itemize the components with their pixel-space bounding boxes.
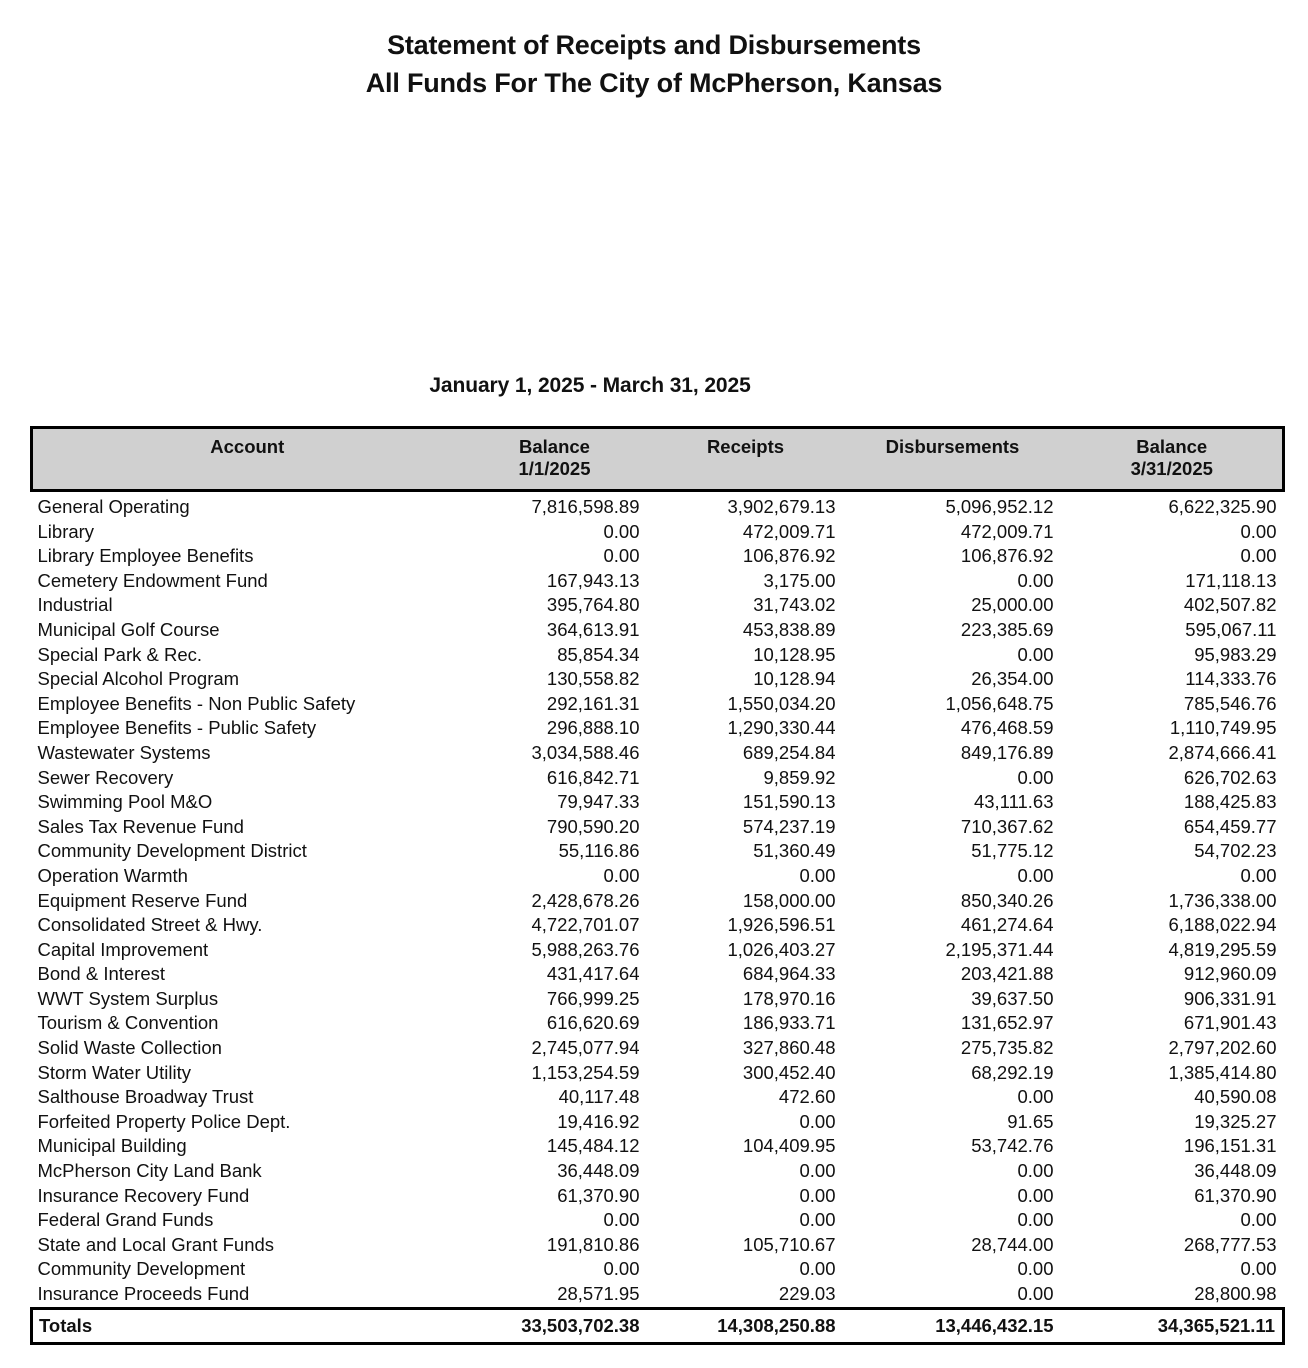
row-balance-end: 1,736,338.00	[1168, 889, 1277, 911]
row-account: Sales Tax Revenue Fund	[37, 815, 244, 837]
table-row	[32, 1134, 1284, 1159]
column-header-disbursements-label: Disbursements	[885, 436, 1020, 457]
row-account: Special Alcohol Program	[37, 668, 240, 690]
row-disbursements: 43,111.63	[973, 791, 1054, 813]
column-header-balance-begin	[462, 428, 648, 491]
row-balance-begin: 292,161.31	[546, 692, 640, 714]
row-disbursements: 461,274.64	[960, 914, 1054, 936]
row-account: Cemetery Endowment Fund	[37, 569, 268, 591]
row-balance-end: 626,702.63	[1183, 766, 1277, 788]
row-balance-end: 1,385,414.80	[1168, 1061, 1277, 1083]
totals-label: Totals	[32, 1308, 462, 1343]
table-row	[32, 790, 1284, 815]
row-balance-end: 1,110,749.95	[1169, 717, 1277, 739]
table-row	[32, 569, 1284, 594]
row-balance-end: 268,777.53	[1183, 1233, 1277, 1255]
row-account: Insurance Recovery Fund	[37, 1184, 250, 1206]
row-balance-begin: 616,620.69	[546, 1012, 640, 1034]
table-row	[32, 1036, 1284, 1061]
row-receipts: 31,743.02	[753, 594, 836, 616]
row-account: Employee Benefits - Non Public Safety	[37, 692, 356, 714]
row-disbursements: 203,421.88	[960, 963, 1054, 985]
row-disbursements: 0.00	[1017, 1160, 1054, 1182]
row-disbursements: 131,652.97	[960, 1012, 1054, 1034]
row-account: Consolidated Street & Hwy.	[37, 914, 263, 936]
row-account: Operation Warmth	[37, 864, 188, 886]
row-balance-begin: 130,558.82	[546, 668, 640, 690]
table-row	[32, 491, 1284, 520]
totals-receipts: 14,308,250.88	[648, 1308, 844, 1343]
table-row	[32, 520, 1284, 545]
row-balance-end: 912,960.09	[1183, 963, 1277, 985]
row-balance-begin: 2,428,678.26	[531, 889, 640, 911]
row-receipts: 472.60	[778, 1086, 836, 1108]
row-account: Salthouse Broadway Trust	[37, 1086, 254, 1108]
table-row	[32, 692, 1284, 717]
row-account: Municipal Building	[37, 1135, 187, 1157]
row-receipts: 229.03	[778, 1283, 836, 1304]
row-balance-end: 654,459.77	[1183, 815, 1277, 837]
row-account: Industrial	[37, 594, 113, 616]
column-header-balance-begin-date: 1/1/2025	[518, 458, 591, 479]
row-receipts: 0.00	[799, 1209, 836, 1231]
row-balance-end: 196,151.31	[1183, 1135, 1277, 1157]
table-row	[32, 889, 1284, 914]
row-balance-end: 4,819,295.59	[1168, 938, 1277, 960]
table-row	[32, 766, 1284, 791]
row-disbursements: 1,056,648.75	[945, 692, 1054, 714]
row-account: Bond & Interest	[37, 963, 166, 985]
table-row	[32, 741, 1284, 766]
table-row	[32, 864, 1284, 889]
row-balance-begin: 0.00	[603, 1209, 640, 1231]
table-body	[32, 491, 1284, 1309]
row-balance-end: 0.00	[1240, 520, 1277, 542]
row-balance-end: 61,370.90	[1194, 1184, 1277, 1206]
row-balance-begin: 0.00	[603, 1258, 640, 1280]
row-balance-end: 0.00	[1240, 864, 1277, 886]
row-account: WWT System Surplus	[37, 987, 219, 1009]
row-balance-end: 0.00	[1240, 545, 1277, 567]
row-account: Community Development	[37, 1258, 246, 1280]
row-account: Sewer Recovery	[37, 766, 174, 788]
row-balance-begin: 0.00	[603, 520, 640, 542]
row-balance-begin: 0.00	[603, 545, 640, 567]
row-receipts: 1,926,596.51	[727, 914, 836, 936]
row-receipts: 104,409.95	[742, 1135, 836, 1157]
row-balance-begin: 167,943.13	[546, 569, 640, 591]
row-balance-end: 171,118.13	[1185, 569, 1277, 591]
row-account: Swimming Pool M&O	[37, 791, 213, 813]
row-disbursements: 0.00	[1017, 1283, 1054, 1304]
row-balance-end: 0.00	[1240, 1209, 1277, 1231]
row-account: Storm Water Utility	[37, 1061, 191, 1083]
row-disbursements: 0.00	[1017, 1209, 1054, 1231]
row-balance-begin: 61,370.90	[557, 1184, 640, 1206]
row-receipts: 1,550,034.20	[727, 692, 836, 714]
row-receipts: 186,933.71	[742, 1012, 836, 1034]
row-receipts: 0.00	[799, 1160, 836, 1182]
row-balance-begin: 145,484.12	[546, 1135, 640, 1157]
row-receipts: 10,128.94	[753, 668, 836, 690]
row-disbursements: 51,775.12	[971, 840, 1054, 862]
row-account: Insurance Proceeds Fund	[37, 1283, 250, 1304]
row-receipts: 689,254.84	[742, 741, 836, 763]
row-balance-begin: 5,988,263.76	[531, 938, 640, 960]
row-disbursements: 0.00	[1017, 864, 1054, 886]
row-balance-end: 6,188,022.94	[1168, 914, 1277, 936]
title-line-2: All Funds For The City of McPherson, Kansas	[365, 68, 943, 98]
row-disbursements: 0.00	[1017, 1086, 1054, 1108]
row-account: Employee Benefits - Public Safety	[37, 717, 317, 739]
row-receipts: 51,360.49	[753, 840, 836, 862]
row-disbursements: 53,742.76	[971, 1135, 1054, 1157]
row-balance-end: 28,800.98	[1194, 1283, 1277, 1304]
row-receipts: 178,970.16	[742, 987, 836, 1009]
row-balance-end: 0.00	[1240, 1258, 1277, 1280]
row-disbursements: 39,637.50	[971, 987, 1054, 1009]
row-balance-end: 54,702.23	[1194, 840, 1277, 862]
row-disbursements: 0.00	[1017, 569, 1054, 591]
row-disbursements: 5,096,952.12	[945, 496, 1054, 517]
table-row	[32, 1061, 1284, 1086]
row-disbursements: 0.00	[1017, 643, 1054, 665]
row-balance-end: 785,546.76	[1183, 692, 1277, 714]
statement-table	[30, 426, 1285, 1345]
totals-row	[32, 1308, 1284, 1343]
row-disbursements: 0.00	[1017, 1184, 1054, 1206]
table-row	[32, 1085, 1284, 1110]
row-account: Municipal Golf Course	[37, 618, 220, 640]
row-receipts: 9,859.92	[763, 766, 836, 788]
column-header-account-label: Account	[210, 436, 285, 457]
table-row	[32, 667, 1284, 692]
row-balance-end: 40,590.08	[1194, 1086, 1277, 1108]
table-footer	[32, 1308, 1284, 1343]
row-balance-begin: 2,745,077.94	[531, 1037, 640, 1059]
row-disbursements: 0.00	[1017, 1258, 1054, 1280]
row-receipts: 10,128.95	[753, 643, 836, 665]
row-disbursements: 476,468.59	[960, 717, 1054, 739]
row-account: State and Local Grant Funds	[37, 1233, 275, 1255]
row-balance-begin: 616,842.71	[546, 766, 640, 788]
row-disbursements: 106,876.92	[960, 545, 1054, 567]
row-receipts: 0.00	[799, 1258, 836, 1280]
table-row	[32, 643, 1284, 668]
table-row	[32, 1282, 1284, 1308]
row-receipts: 1,290,330.44	[727, 717, 836, 739]
row-balance-begin: 0.00	[603, 864, 640, 886]
column-header-receipts-label: Receipts	[706, 436, 785, 457]
row-balance-begin: 296,888.10	[546, 717, 640, 739]
row-balance-begin: 3,034,588.46	[531, 741, 640, 763]
row-account: Federal Grand Funds	[37, 1209, 214, 1231]
row-balance-begin: 7,816,598.89	[531, 496, 640, 517]
row-balance-begin: 395,764.80	[546, 594, 640, 616]
table-row	[32, 1159, 1284, 1184]
column-header-disbursements	[844, 428, 1062, 491]
row-receipts: 0.00	[799, 1184, 836, 1206]
row-receipts: 3,902,679.13	[727, 496, 836, 517]
table-row	[32, 987, 1284, 1012]
row-receipts: 684,964.33	[742, 963, 836, 985]
row-receipts: 300,452.40	[742, 1061, 836, 1083]
row-account: Library Employee Benefits	[37, 545, 254, 567]
row-account: Community Development District	[37, 840, 307, 862]
row-balance-begin: 40,117.48	[558, 1086, 640, 1108]
table-header	[32, 428, 1284, 491]
row-balance-begin: 28,571.95	[557, 1283, 640, 1304]
row-account: McPherson City Land Bank	[37, 1160, 262, 1182]
row-disbursements: 275,735.82	[960, 1037, 1054, 1059]
column-header-balance-begin-label: Balance	[519, 436, 590, 457]
table-row	[32, 716, 1284, 741]
table-row	[32, 1110, 1284, 1135]
row-disbursements: 223,385.69	[960, 618, 1054, 640]
column-header-account	[32, 428, 462, 491]
row-receipts: 158,000.00	[742, 889, 836, 911]
row-receipts: 0.00	[799, 1110, 836, 1132]
table-row	[32, 593, 1284, 618]
table-row	[32, 938, 1284, 963]
row-balance-begin: 4,722,701.07	[531, 914, 640, 936]
row-account: Equipment Reserve Fund	[37, 889, 248, 911]
row-balance-begin: 364,613.91	[546, 618, 640, 640]
table-row	[32, 839, 1284, 864]
row-account: General Operating	[37, 496, 190, 517]
row-receipts: 151,590.13	[742, 791, 836, 813]
row-account: Tourism & Convention	[37, 1012, 219, 1034]
table-row	[32, 815, 1284, 840]
row-receipts: 0.00	[799, 864, 836, 886]
reporting-period: January 1, 2025 - March 31, 2025	[429, 374, 751, 397]
column-header-balance-end-label: Balance	[1136, 436, 1208, 457]
row-balance-end: 595,067.11	[1185, 618, 1277, 640]
row-disbursements: 91.65	[1007, 1110, 1054, 1132]
title-line-1: Statement of Receipts and Disbursements	[387, 30, 921, 60]
table-row	[32, 618, 1284, 643]
table-row	[32, 1208, 1284, 1233]
totals-balance-begin: 33,503,702.38	[462, 1308, 648, 1343]
row-disbursements: 2,195,371.44	[945, 938, 1054, 960]
row-account: Capital Improvement	[37, 938, 209, 960]
totals-balance-end: 34,365,521.11	[1062, 1308, 1284, 1343]
row-disbursements: 26,354.00	[971, 668, 1054, 690]
row-balance-end: 114,333.76	[1185, 668, 1277, 690]
row-balance-begin: 79,947.33	[557, 791, 640, 813]
row-receipts: 105,710.67	[742, 1233, 836, 1255]
row-account: Special Park & Rec.	[37, 643, 203, 665]
row-balance-end: 671,901.43	[1183, 1012, 1277, 1034]
table-row	[32, 913, 1284, 938]
table-row	[32, 1184, 1284, 1209]
row-balance-end: 188,425.83	[1183, 791, 1277, 813]
row-balance-begin: 36,448.09	[557, 1160, 640, 1182]
row-receipts: 574,237.19	[742, 815, 836, 837]
row-balance-begin: 55,116.86	[558, 840, 640, 862]
row-balance-begin: 19,416.92	[557, 1110, 640, 1132]
row-balance-end: 906,331.91	[1183, 987, 1277, 1009]
row-balance-end: 6,622,325.90	[1168, 496, 1277, 517]
row-receipts: 106,876.92	[742, 545, 836, 567]
row-balance-end: 2,797,202.60	[1168, 1037, 1277, 1059]
table-row	[32, 962, 1284, 987]
row-balance-begin: 85,854.34	[557, 643, 640, 665]
row-balance-begin: 191,810.86	[546, 1233, 640, 1255]
row-balance-end: 2,874,666.41	[1168, 741, 1277, 763]
row-account: Solid Waste Collection	[37, 1037, 222, 1059]
row-balance-begin: 766,999.25	[546, 987, 640, 1009]
table-header-row	[32, 428, 1284, 491]
row-balance-begin: 1,153,254.59	[531, 1061, 640, 1083]
row-account: Forfeited Property Police Dept.	[37, 1110, 291, 1132]
table-row	[32, 1233, 1284, 1258]
table-row	[32, 544, 1284, 569]
row-disbursements: 472,009.71	[960, 520, 1054, 542]
totals-disbursements: 13,446,432.15	[844, 1308, 1062, 1343]
row-disbursements: 850,340.26	[960, 889, 1054, 911]
row-account: Library	[37, 520, 95, 542]
row-disbursements: 28,744.00	[971, 1233, 1054, 1255]
column-header-balance-end	[1062, 428, 1284, 491]
row-receipts: 472,009.71	[742, 520, 836, 542]
row-disbursements: 710,367.62	[960, 815, 1054, 837]
row-balance-end: 36,448.09	[1194, 1160, 1277, 1182]
column-header-receipts	[648, 428, 844, 491]
row-receipts: 327,860.48	[742, 1037, 836, 1059]
statement-table-container	[30, 426, 1282, 1345]
page-title	[0, 0, 1308, 102]
row-receipts: 1,026,403.27	[727, 938, 836, 960]
row-receipts: 3,175.00	[763, 569, 836, 591]
row-disbursements: 849,176.89	[960, 741, 1054, 763]
row-account: Wastewater Systems	[37, 741, 211, 763]
table-row	[32, 1257, 1284, 1282]
row-disbursements: 68,292.19	[971, 1061, 1054, 1083]
row-balance-end: 95,983.29	[1194, 643, 1277, 665]
row-balance-begin: 790,590.20	[546, 815, 640, 837]
row-receipts: 453,838.89	[742, 618, 836, 640]
table-row	[32, 1011, 1284, 1036]
column-header-balance-end-date: 3/31/2025	[1130, 458, 1213, 479]
row-disbursements: 0.00	[1017, 766, 1054, 788]
row-balance-end: 19,325.27	[1194, 1110, 1277, 1132]
row-balance-end: 402,507.82	[1183, 594, 1277, 616]
row-disbursements: 25,000.00	[971, 594, 1054, 616]
row-balance-begin: 431,417.64	[546, 963, 640, 985]
